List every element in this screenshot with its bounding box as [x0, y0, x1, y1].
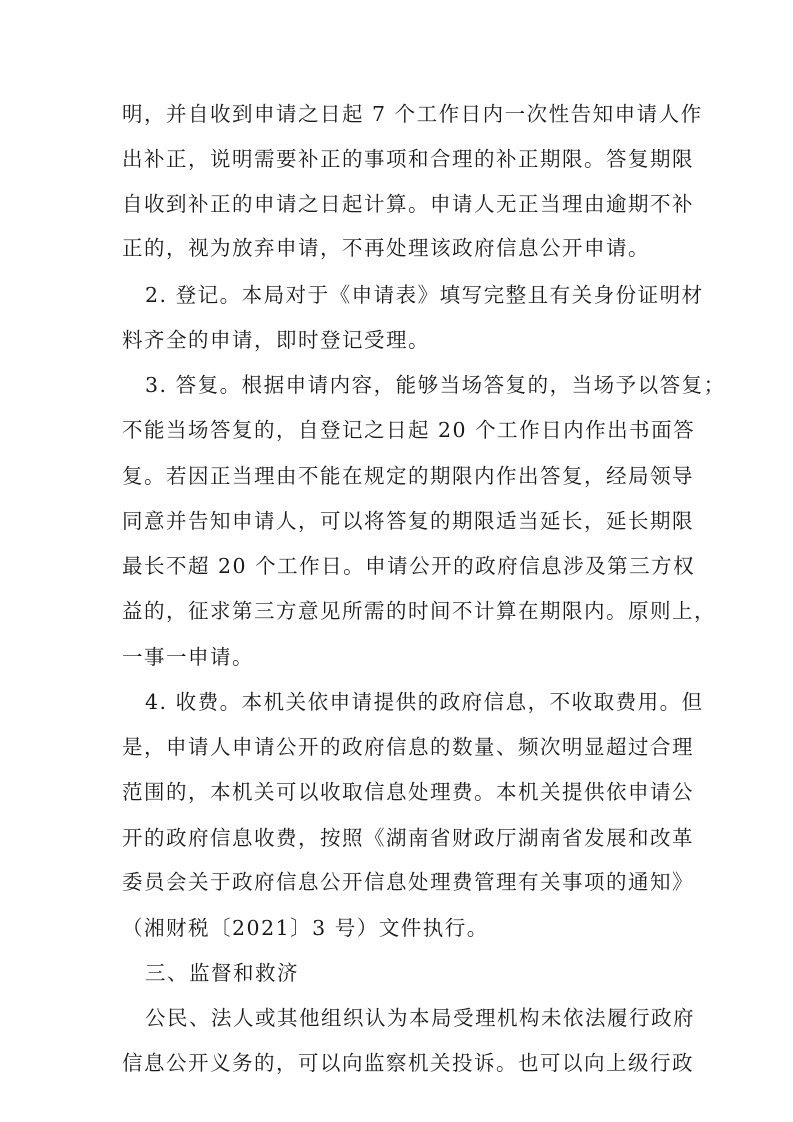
paragraph-line: 委员会关于政府信息公开信息处理费管理有关事项的通知》	[122, 870, 694, 894]
section-heading: 三、监督和救济	[145, 961, 299, 985]
paragraph-line: 一事一申请。	[122, 645, 254, 669]
list-item-line: 2. 登记。本局对于《申请表》填写完整且有关身份证明材	[145, 283, 704, 307]
paragraph-line: 正的，视为放弃申请，不再处理该政府信息公开申请。	[122, 236, 650, 260]
paragraph-line: 信息公开义务的，可以向监察机关投诉。也可以向上级行政	[122, 1051, 694, 1075]
paragraph-line: 最长不超 20 个工作日。申请公开的政府信息涉及第三方权	[122, 554, 696, 578]
paragraph-line: 范围的，本机关可以收取信息处理费。本机关提供依申请公	[122, 780, 694, 804]
paragraph-line: 开的政府信息收费，按照《湖南省财政厅湖南省发展和改革	[122, 826, 694, 850]
paragraph-line: 料齐全的申请，即时登记受理。	[122, 328, 430, 352]
paragraph-line: （湘财税〔2021〕3 号）文件执行。	[122, 916, 489, 940]
paragraph-line: 复。若因正当理由不能在规定的期限内作出答复，经局领导	[122, 464, 694, 488]
list-item-line: 3. 答复。根据申请内容，能够当场答复的，当场予以答复；	[145, 373, 726, 397]
paragraph-line: 是，申请人申请公开的政府信息的数量、频次明显超过合理	[122, 735, 694, 759]
paragraph-line: 自收到补正的申请之日起计算。申请人无正当理由逾期不补	[122, 192, 694, 216]
paragraph-line: 益的，征求第三方意见所需的时间不计算在期限内。原则上，	[122, 599, 716, 623]
paragraph-line: 不能当场答复的，自登记之日起 20 个工作日内作出书面答	[122, 418, 696, 442]
paragraph-line: 公民、法人或其他组织认为本局受理机构未依法履行政府	[145, 1006, 695, 1030]
list-item-line: 4. 收费。本机关依申请提供的政府信息，不收取费用。但	[145, 690, 704, 714]
paragraph-line: 出补正，说明需要补正的事项和合理的补正期限。答复期限	[122, 147, 694, 171]
paragraph-line: 同意并告知申请人，可以将答复的期限适当延长，延长期限	[122, 509, 694, 533]
paragraph-line: 明，并自收到申请之日起 7 个工作日内一次性告知申请人作	[122, 102, 703, 126]
